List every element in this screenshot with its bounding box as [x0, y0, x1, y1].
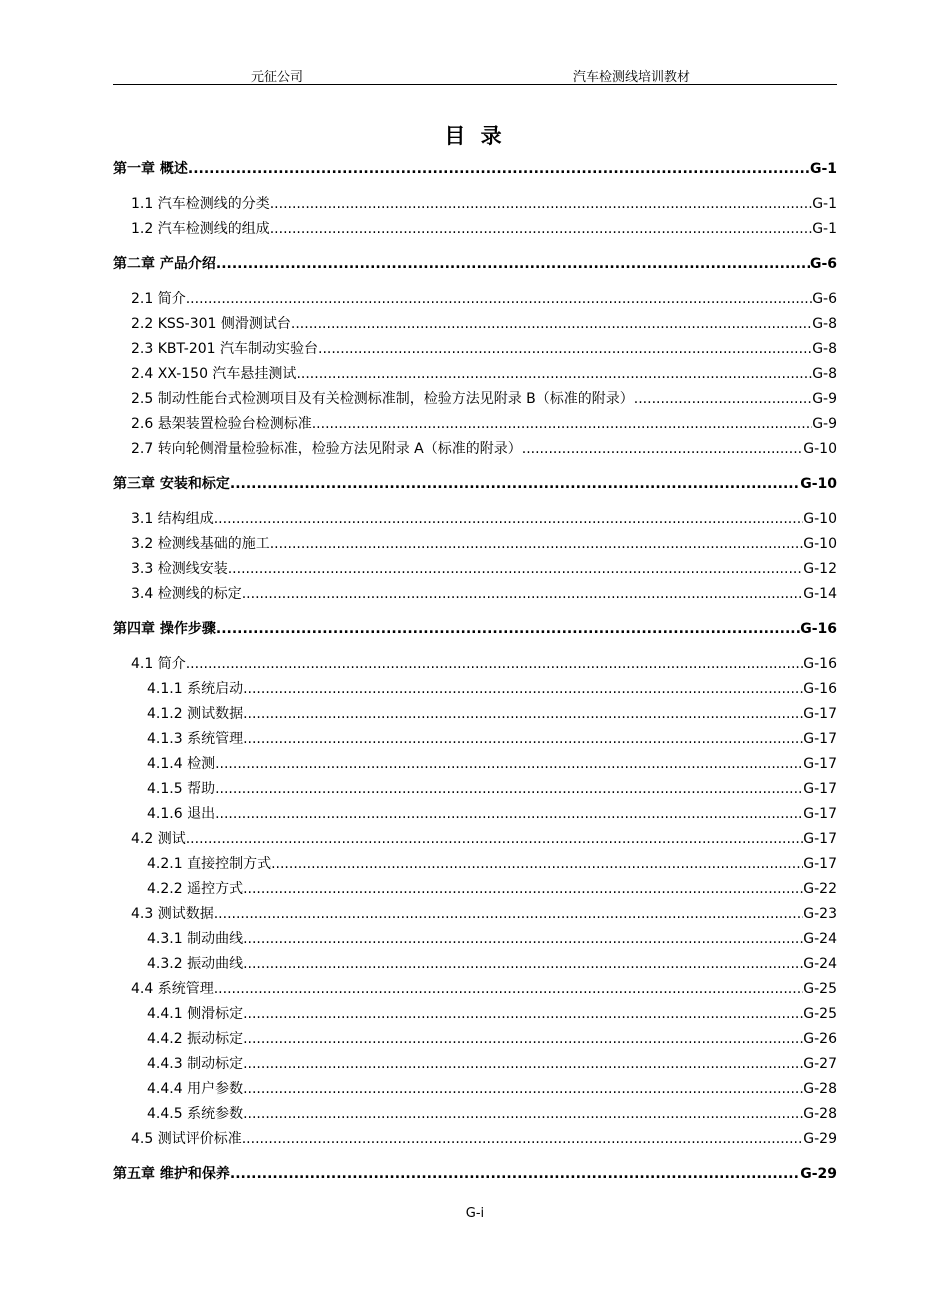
toc-dot-leader	[296, 362, 812, 387]
toc-section-entry[interactable]	[113, 677, 837, 702]
toc-dot-leader	[522, 437, 804, 462]
toc-entry-page: G-6	[809, 256, 837, 272]
toc-entry-title: 2.2 KSS-301 侧滑测试台	[131, 316, 291, 332]
toc-section-entry[interactable]	[113, 362, 837, 387]
toc-section-entry[interactable]	[113, 777, 837, 802]
toc-dot-leader	[291, 312, 812, 337]
toc-entry-page: G-9	[812, 416, 837, 432]
toc-entry-title: 4.2.1 直接控制方式	[147, 856, 272, 872]
toc-entry-page: G-22	[803, 881, 837, 897]
toc-section-entry[interactable]	[113, 702, 837, 727]
toc-dot-leader	[214, 977, 804, 1002]
toc-entry-page: G-17	[803, 831, 837, 847]
toc-dot-leader	[242, 1127, 804, 1152]
toc-entry-title: 4.1.5 帮助	[147, 781, 216, 797]
toc-section-entry[interactable]	[113, 312, 837, 337]
page-header	[113, 64, 837, 85]
toc-entry-title: 第二章 产品介绍	[113, 256, 216, 272]
toc-section-entry[interactable]	[113, 287, 837, 312]
toc-dot-leader	[214, 902, 804, 927]
toc-dot-leader	[186, 287, 812, 312]
toc-section-entry[interactable]	[113, 1052, 837, 1077]
toc-entry-page: G-29	[803, 1131, 837, 1147]
toc-section-entry[interactable]	[113, 977, 837, 1002]
toc-section-entry[interactable]	[113, 902, 837, 927]
toc-dot-leader	[242, 582, 804, 607]
toc-entry-page: G-1	[812, 196, 837, 212]
toc-entry-title: 2.5 制动性能台式检测项目及有关检测标准制，检验方法见附录 B（标准的附录）	[131, 391, 634, 407]
toc-dot-leader	[216, 252, 810, 277]
toc-entry-page: G-1	[812, 221, 837, 237]
toc-entry-page: G-29	[800, 1166, 837, 1182]
toc-entry-page: G-24	[803, 931, 837, 947]
toc-section-entry[interactable]	[113, 337, 837, 362]
toc-dot-leader	[243, 952, 803, 977]
toc-dot-leader	[230, 472, 800, 497]
toc-dot-leader	[215, 802, 803, 827]
toc-entry-page: G-12	[803, 561, 837, 577]
toc-entry-title: 4.4.1 侧滑标定	[147, 1006, 244, 1022]
toc-entry-page: G-8	[812, 316, 837, 332]
toc-entry-title: 4.4.5 系统参数	[147, 1106, 244, 1122]
toc-section-entry[interactable]	[113, 1077, 837, 1102]
toc-section-entry[interactable]	[113, 192, 837, 217]
toc-section-entry[interactable]	[113, 727, 837, 752]
toc-entry-title: 1.2 汽车检测线的组成	[131, 221, 270, 237]
toc-section-entry[interactable]	[113, 387, 837, 412]
toc-dot-leader	[243, 1002, 803, 1027]
toc-dot-leader	[230, 1162, 800, 1187]
toc-section-entry[interactable]	[113, 652, 837, 677]
toc-entry-title: 4.1.1 系统启动	[147, 681, 244, 697]
toc-title: 目 录	[444, 124, 506, 148]
header-document-title: 汽车检测线培训教材	[573, 70, 691, 85]
toc-entry-page: G-16	[800, 621, 837, 637]
toc-dot-leader	[243, 1102, 803, 1127]
toc-entry-title: 4.4 系统管理	[131, 981, 214, 997]
toc-entry-title: 3.4 检测线的标定	[131, 586, 242, 602]
toc-entry-page: G-1	[809, 161, 837, 177]
toc-dot-leader	[243, 1077, 803, 1102]
toc-dot-leader	[318, 337, 812, 362]
toc-chapter-entry[interactable]	[113, 472, 837, 497]
toc-entry-title: 4.5 测试评价标准	[131, 1131, 242, 1147]
toc-chapter-entry[interactable]	[113, 617, 837, 642]
toc-entry-title: 4.3 测试数据	[131, 906, 214, 922]
toc-entry-title: 4.1.3 系统管理	[147, 731, 244, 747]
toc-section-entry[interactable]	[113, 412, 837, 437]
page-number: G-i	[465, 1206, 485, 1221]
toc-dot-leader	[243, 927, 803, 952]
toc-entry-title: 3.2 检测线基础的施工	[131, 536, 270, 552]
toc-entry-page: G-8	[812, 366, 837, 382]
toc-section-entry[interactable]	[113, 877, 837, 902]
toc-entry-page: G-17	[803, 781, 837, 797]
toc-entry-page: G-10	[803, 536, 837, 552]
toc-dot-leader	[215, 752, 803, 777]
toc-entry-title: 4.1.6 退出	[147, 806, 216, 822]
toc-section-entry[interactable]	[113, 532, 837, 557]
toc-entry-page: G-28	[803, 1106, 837, 1122]
toc-dot-leader	[243, 727, 803, 752]
toc-entry-title: 第五章 维护和保养	[113, 1166, 230, 1182]
toc-entry-page: G-10	[803, 441, 837, 457]
toc-entry-title: 第四章 操作步骤	[113, 621, 216, 637]
toc-entry-title: 3.3 检测线安装	[131, 561, 228, 577]
table-of-contents	[113, 157, 837, 1187]
toc-entry-page: G-17	[803, 731, 837, 747]
toc-dot-leader	[270, 532, 804, 557]
toc-section-entry[interactable]	[113, 1127, 837, 1152]
header-company: 元征公司	[251, 70, 304, 85]
toc-section-entry[interactable]	[113, 437, 837, 462]
toc-dot-leader	[243, 877, 803, 902]
toc-dot-leader	[270, 217, 812, 242]
toc-section-entry[interactable]	[113, 827, 837, 852]
toc-dot-leader	[270, 192, 812, 217]
toc-section-entry[interactable]	[113, 852, 837, 877]
toc-section-entry[interactable]	[113, 1002, 837, 1027]
toc-dot-leader	[634, 387, 812, 412]
toc-dot-leader	[216, 617, 800, 642]
toc-entry-page: G-8	[812, 341, 837, 357]
toc-entry-title: 2.1 简介	[131, 291, 186, 307]
toc-section-entry[interactable]	[113, 1102, 837, 1127]
toc-entry-title: 4.4.3 制动标定	[147, 1056, 244, 1072]
toc-chapter-entry[interactable]	[113, 157, 837, 182]
toc-entry-page: G-17	[803, 856, 837, 872]
toc-section-entry[interactable]	[113, 557, 837, 582]
toc-dot-leader	[243, 1027, 803, 1052]
toc-dot-leader	[312, 412, 812, 437]
toc-entry-title: 1.1 汽车检测线的分类	[131, 196, 270, 212]
toc-entry-title: 2.7 转向轮侧滑量检验标准，检验方法见附录 A（标准的附录）	[131, 441, 522, 457]
toc-entry-page: G-17	[803, 806, 837, 822]
toc-dot-leader	[228, 557, 804, 582]
toc-entry-title: 4.4.4 用户参数	[147, 1081, 244, 1097]
toc-section-entry[interactable]	[113, 802, 837, 827]
toc-section-entry[interactable]	[113, 752, 837, 777]
toc-section-entry[interactable]	[113, 582, 837, 607]
toc-dot-leader	[186, 827, 804, 852]
toc-entry-page: G-27	[803, 1056, 837, 1072]
toc-entry-title: 4.3.2 振动曲线	[147, 956, 244, 972]
toc-dot-leader	[271, 852, 803, 877]
toc-entry-page: G-17	[803, 706, 837, 722]
toc-entry-page: G-23	[803, 906, 837, 922]
toc-entry-page: G-25	[803, 1006, 837, 1022]
toc-entry-page: G-14	[803, 586, 837, 602]
toc-dot-leader	[243, 1052, 803, 1077]
toc-entry-page: G-25	[803, 981, 837, 997]
toc-entry-title: 4.4.2 振动标定	[147, 1031, 244, 1047]
toc-entry-page: G-10	[803, 511, 837, 527]
toc-entry-page: G-16	[803, 656, 837, 672]
toc-chapter-entry[interactable]	[113, 1162, 837, 1187]
toc-entry-title: 2.6 悬架装置检验台检测标准	[131, 416, 312, 432]
toc-dot-leader	[186, 652, 804, 677]
toc-dot-leader	[243, 677, 803, 702]
toc-entry-title: 3.1 结构组成	[131, 511, 214, 527]
toc-entry-title: 4.1.4 检测	[147, 756, 216, 772]
toc-dot-leader	[214, 507, 804, 532]
toc-dot-leader	[188, 157, 810, 182]
toc-entry-page: G-28	[803, 1081, 837, 1097]
toc-dot-leader	[215, 777, 803, 802]
toc-entry-page: G-9	[812, 391, 837, 407]
toc-entry-title: 2.4 XX-150 汽车悬挂测试	[131, 366, 297, 382]
toc-entry-page: G-6	[812, 291, 837, 307]
toc-section-entry[interactable]	[113, 507, 837, 532]
toc-entry-title: 第三章 安装和标定	[113, 476, 230, 492]
toc-entry-page: G-26	[803, 1031, 837, 1047]
toc-entry-title: 4.1 简介	[131, 656, 186, 672]
toc-section-entry[interactable]	[113, 927, 837, 952]
toc-entry-page: G-10	[800, 476, 837, 492]
toc-entry-page: G-16	[803, 681, 837, 697]
toc-entry-title: 第一章 概述	[113, 161, 188, 177]
toc-dot-leader	[243, 702, 803, 727]
toc-entry-title: 4.2 测试	[131, 831, 186, 847]
toc-entry-title: 4.3.1 制动曲线	[147, 931, 244, 947]
toc-entry-title: 2.3 KBT-201 汽车制动实验台	[131, 341, 318, 357]
toc-entry-title: 4.2.2 遥控方式	[147, 881, 244, 897]
toc-entry-title: 4.1.2 测试数据	[147, 706, 244, 722]
toc-section-entry[interactable]	[113, 217, 837, 242]
toc-entry-page: G-17	[803, 756, 837, 772]
toc-section-entry[interactable]	[113, 952, 837, 977]
toc-section-entry[interactable]	[113, 1027, 837, 1052]
toc-chapter-entry[interactable]	[113, 252, 837, 277]
toc-entry-page: G-24	[803, 956, 837, 972]
